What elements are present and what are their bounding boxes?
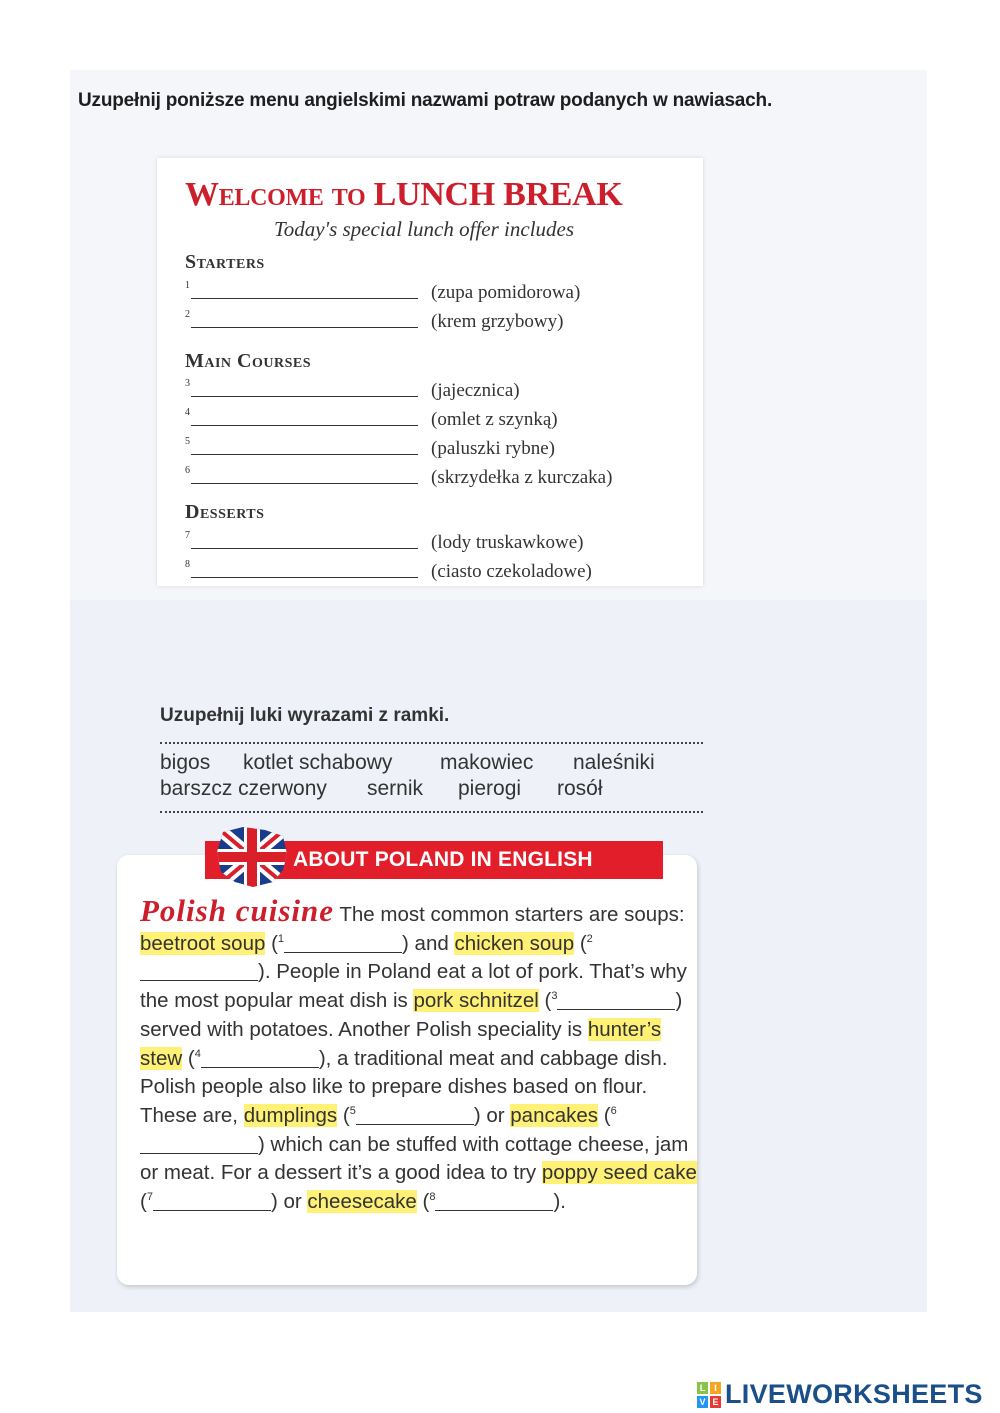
item-number: 7 — [185, 530, 190, 541]
answer-blank[interactable] — [191, 425, 418, 426]
menu-item-6 — [185, 467, 685, 493]
polish-cuisine-heading: Polish cuisine — [140, 893, 335, 928]
word-box-border-bottom — [160, 811, 703, 813]
gap-7[interactable] — [153, 1190, 271, 1212]
banner-title: ABOUT POLAND IN ENGLISH — [293, 848, 593, 871]
answer-blank[interactable] — [191, 548, 418, 549]
highlighted-dish: cheesecake — [307, 1190, 417, 1214]
instruction-gap-fill: Uzupełnij luki wyrazami z ramki. — [160, 705, 450, 726]
instruction-menu: Uzupełnij poniższe menu angielskimi nazwami potraw podanych w nawiasach. — [78, 90, 773, 111]
polish-dish-name: (ciasto czekoladowe) — [431, 561, 592, 582]
section-heading-starters: Starters — [185, 251, 265, 273]
word-box-item: makowiec — [440, 751, 534, 774]
gap-1[interactable] — [284, 931, 402, 953]
liveworksheets-brand: LIVEWORKSHEETS — [725, 1379, 983, 1409]
menu-item-7 — [185, 532, 685, 558]
gap-3[interactable] — [557, 989, 675, 1011]
word-box-border-top — [160, 742, 703, 744]
answer-blank[interactable] — [191, 483, 418, 484]
word-box-item: kotlet schabowy — [243, 751, 393, 774]
polish-dish-name: (krem grzybowy) — [431, 311, 564, 332]
item-number: 4 — [185, 407, 190, 418]
word-box-item: barszcz czerwony — [160, 777, 327, 800]
menu-item-3 — [185, 380, 685, 406]
answer-blank[interactable] — [191, 396, 418, 397]
answer-blank[interactable] — [191, 454, 418, 455]
union-jack-poland-map-icon — [213, 824, 291, 890]
answer-blank[interactable] — [191, 577, 418, 578]
item-number: 6 — [185, 465, 190, 476]
menu-title: Welcome to LUNCH BREAK — [185, 176, 623, 213]
liveworksheets-icon: L I V E — [697, 1382, 721, 1408]
word-box-item: rosół — [557, 777, 603, 800]
word-box-item: bigos — [160, 751, 211, 774]
menu-item-4 — [185, 409, 685, 435]
highlighted-dish: pancakes — [510, 1103, 599, 1127]
section-heading-desserts: Desserts — [185, 501, 265, 523]
highlighted-dish: hunter’s stew — [140, 1017, 662, 1070]
gap-2[interactable] — [140, 960, 258, 982]
answer-blank[interactable] — [191, 298, 418, 299]
polish-dish-name: (skrzydełka z kurczaka) — [431, 467, 613, 488]
section-heading-main-courses: Main Courses — [185, 350, 312, 372]
polish-dish-name: (paluszki rybne) — [431, 438, 555, 459]
word-box-item: sernik — [367, 777, 424, 800]
lunch-menu-card — [157, 158, 703, 586]
item-number: 8 — [185, 559, 190, 570]
menu-item-1 — [185, 282, 685, 308]
menu-item-5 — [185, 438, 685, 464]
menu-item-2 — [185, 311, 685, 337]
menu-item-8 — [185, 561, 685, 587]
item-number: 1 — [185, 280, 190, 291]
item-number: 2 — [185, 309, 190, 320]
highlighted-dish: chicken soup — [454, 931, 575, 955]
highlighted-dish: pork schnitzel — [413, 989, 539, 1013]
gap-5[interactable] — [356, 1103, 474, 1125]
highlighted-dish: beetroot soup — [140, 931, 266, 955]
highlighted-dish: poppy seed cake — [541, 1161, 697, 1185]
item-number: 3 — [185, 378, 190, 389]
gap-8[interactable] — [435, 1190, 553, 1212]
item-number: 5 — [185, 436, 190, 447]
word-box-item: naleśniki — [573, 751, 655, 774]
liveworksheets-logo — [697, 1379, 983, 1410]
highlighted-dish: dumplings — [243, 1103, 338, 1127]
menu-subtitle: Today's special lunch offer includes — [274, 217, 575, 241]
polish-dish-name: (lody truskawkowe) — [431, 532, 584, 553]
polish-dish-name: (jajecznica) — [431, 380, 520, 401]
polish-dish-name: (zupa pomidorowa) — [431, 282, 581, 303]
polish-dish-name: (omlet z szynką) — [431, 409, 558, 430]
gap-6[interactable] — [140, 1132, 258, 1154]
polish-cuisine-text: Polish cuisine The most common starters are soups: beetroot soup ($^1$ ) and chicken soup ($^2$). People in Poland eat a lot of pork. That’s why the most popular meat dish is pork schnitzel ($^3$ ) served with potatoes. Another Polish speciality is hunter’s stew ($^4$ ), a traditional meat and cabbage dish. Polish people also like to prepare dishes based on flour. These are, dumplings ($^5$ ) or pancakes ($^6$) which can be stuffed with cottage cheese, jam or meat. For a dessert it’s a good idea to try poppy seed cake ($^7$ ) or cheesecake ($^8$ ). — [140, 893, 697, 1214]
word-box-item: pierogi — [458, 777, 522, 800]
answer-blank[interactable] — [191, 327, 418, 328]
gap-4[interactable] — [201, 1046, 319, 1068]
